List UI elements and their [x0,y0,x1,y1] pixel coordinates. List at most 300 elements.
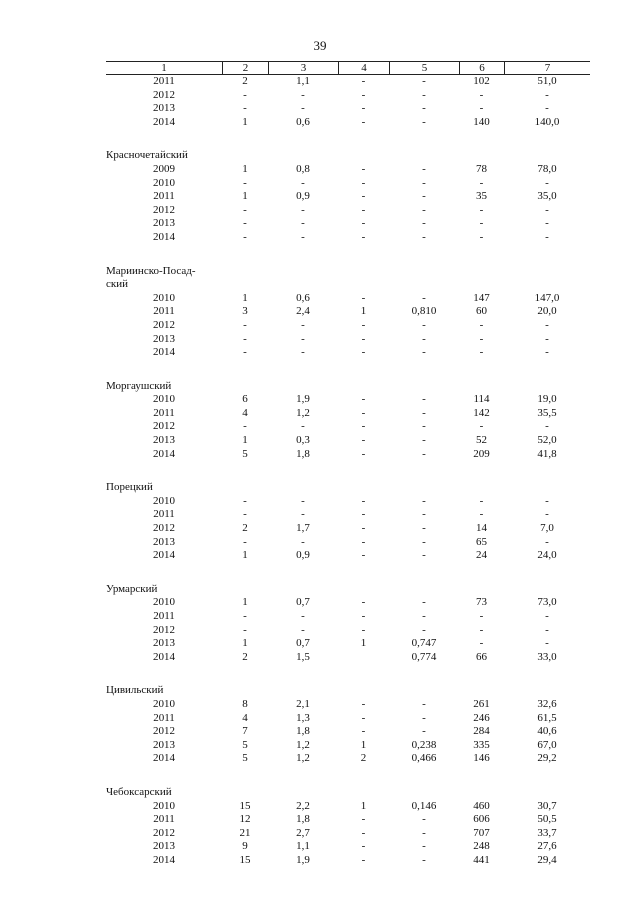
value-cell-col-5: - [422,813,426,826]
value-cell-col-3: - [301,610,305,622]
header-col-2: 2 [222,62,268,74]
value-cell-col-6: 441 [473,853,490,866]
value-cell-col-2: - [243,623,247,636]
value-cell-col-5: - [422,88,426,101]
year-cell: 2014 [153,752,175,765]
value-cell-col-3: 0,6 [296,115,310,128]
region-name: Цивильский [106,684,164,697]
value-cell-col-2: 4 [242,711,248,724]
year-cell: 2014 [153,447,175,460]
value-cell-col-5: - [422,115,426,128]
value-cell-col-3: 1,5 [296,650,310,663]
value-cell-col-2: 15 [239,853,251,866]
value-cell-col-5: - [422,434,426,447]
value-cell-col-5: - [422,447,426,460]
value-cell-col-4 [338,651,389,665]
table-row [106,739,590,753]
value-cell-col-2: - [243,230,247,243]
value-cell-col-3: - [301,203,305,216]
year-cell: 2011 [153,711,175,724]
table-row [106,725,590,739]
value-cell-col-5: 0,146 [411,799,437,812]
value-cell-col-3: 1,2 [296,752,310,765]
year-cell: 2013 [153,535,175,548]
value-cell-col-3: 0,7 [296,637,310,650]
value-cell-col-7: 50,5 [537,813,557,826]
value-cell-col-7: - [545,332,549,345]
value-cell-col-2: 1 [242,115,248,128]
value-cell-col-5: - [422,522,426,535]
value-cell-col-6: - [479,420,484,433]
value-cell-col-3: 1,2 [296,406,310,419]
value-cell-col-6: - [479,176,484,189]
value-cell-col-3: - [301,318,305,331]
value-cell-col-4: - [361,406,366,419]
value-cell-col-7: 61,5 [537,711,557,724]
year-cell: 2012 [153,203,175,216]
year-cell: 2013 [153,102,175,115]
value-cell-col-6: - [479,318,484,331]
value-cell-col-6: - [479,637,484,650]
value-cell-col-5: - [422,217,426,230]
value-cell-col-3: - [301,217,305,230]
year-cell: 2014 [153,230,175,243]
value-cell-col-7: - [545,535,549,548]
value-cell-col-2: 2 [242,650,248,663]
value-cell-col-3: 0,9 [296,190,310,203]
value-cell-col-2: 1 [242,596,248,609]
value-cell-col-2: - [243,88,247,101]
value-cell-col-6: - [479,623,484,636]
value-cell-col-6: 707 [473,826,490,839]
year-cell: 2013 [153,434,175,447]
value-cell-col-6: 24 [476,549,487,562]
year-cell: 2014 [153,650,175,663]
value-cell-col-7: - [545,318,549,331]
value-cell-col-7: 24,0 [537,549,557,562]
value-cell-col-5: - [422,508,426,521]
year-cell: 2014 [153,346,175,359]
value-cell-col-4: - [361,826,366,839]
value-cell-col-7: - [545,203,549,216]
table-row [106,407,590,421]
value-cell-col-3: 2,1 [296,697,310,710]
year-cell: 2011 [153,305,175,318]
value-cell-col-4: - [361,840,366,853]
value-cell-col-3: - [301,88,305,101]
value-cell-col-4: - [361,494,366,507]
value-cell-col-7: 35,0 [537,190,557,203]
value-cell-col-4: - [361,853,366,866]
value-cell-col-6: 60 [476,305,487,318]
value-cell-col-7: 30,7 [537,799,557,812]
value-cell-col-5: 0,774 [411,650,437,663]
value-cell-col-7: - [545,230,549,243]
value-cell-col-5: - [422,549,426,562]
value-cell-col-5: - [422,162,426,175]
value-cell-col-2: 1 [242,637,248,650]
year-cell: 2013 [153,332,175,345]
value-cell-col-5: - [422,711,426,724]
value-cell-col-5: - [422,190,426,203]
year-cell: 2014 [153,853,175,866]
value-cell-col-5: - [422,406,426,419]
table-row [106,346,590,360]
value-cell-col-2: - [243,494,247,507]
value-cell-col-2: - [243,420,247,433]
value-cell-col-6: 284 [473,725,490,738]
value-cell-col-7: 147,0 [534,291,560,304]
table-row [106,448,590,462]
value-cell-col-6: 66 [476,650,487,663]
value-cell-col-3: - [301,346,305,359]
table-row [106,610,590,624]
value-cell-col-4: - [361,115,366,128]
value-cell-col-6: - [479,88,484,101]
value-cell-col-6: - [479,494,484,507]
value-cell-col-7: 78,0 [537,162,557,175]
value-cell-col-2: - [243,176,247,189]
value-cell-col-6: 78 [476,162,487,175]
table-row [106,190,590,204]
value-cell-col-6: 35 [476,190,487,203]
value-cell-col-5: 0,810 [411,305,437,318]
table-row [106,840,590,854]
value-cell-col-2: - [243,610,247,622]
value-cell-col-5: - [422,853,426,866]
value-cell-col-3: - [301,102,305,115]
value-cell-col-5: - [422,291,426,304]
value-cell-col-3: - [301,494,305,507]
table-row [106,752,590,766]
value-cell-col-2: 9 [242,840,248,853]
value-cell-col-3: - [301,420,305,433]
table-header [106,61,590,75]
value-cell-col-7: 33,7 [537,826,557,839]
value-cell-col-4: - [361,535,366,548]
value-cell-col-5: - [422,203,426,216]
region-name: ский [106,278,128,291]
value-cell-col-4: - [361,623,366,636]
table-row [106,698,590,712]
value-cell-col-5: - [422,75,426,87]
year-cell: 2011 [153,610,175,622]
value-cell-col-3: 2,4 [296,305,310,318]
value-cell-col-4: - [361,711,366,724]
value-cell-col-6: 65 [476,535,487,548]
value-cell-col-4: 1 [360,305,367,318]
year-cell: 2012 [153,623,175,636]
year-cell: 2011 [153,813,175,826]
table-row [106,522,590,536]
value-cell-col-4: - [361,75,366,87]
value-cell-col-7: 52,0 [537,434,557,447]
table-row [106,305,590,319]
table-row [106,596,590,610]
table-row [106,536,590,550]
table-row [106,231,590,245]
value-cell-col-7: 73,0 [537,596,557,609]
header-col-3: 3 [268,62,338,74]
year-cell: 2012 [153,522,175,535]
value-cell-col-3: 0,9 [296,549,310,562]
value-cell-col-2: 1 [242,162,248,175]
value-cell-col-2: 4 [242,406,248,419]
year-cell: 2011 [153,406,175,419]
value-cell-col-4: - [361,332,366,345]
value-cell-col-3: 0,7 [296,596,310,609]
value-cell-col-2: - [243,318,247,331]
value-cell-col-7: 35,5 [537,406,557,419]
value-cell-col-3: - [301,176,305,189]
value-cell-col-6: 102 [473,75,490,87]
value-cell-col-7: 41,8 [537,447,557,460]
value-cell-col-7: - [545,623,549,636]
value-cell-col-7: 29,4 [537,853,557,866]
value-cell-col-4: - [361,291,366,304]
value-cell-col-6: - [479,217,484,230]
table-row [106,854,590,868]
region-name: Урмарский [106,582,158,595]
value-cell-col-7: 27,6 [537,840,557,853]
value-cell-col-4: - [361,230,366,243]
value-cell-col-7: 67,0 [537,738,557,751]
value-cell-col-5: - [422,596,426,609]
value-cell-col-6: 52 [476,434,487,447]
year-cell: 2010 [153,291,175,304]
table-row [106,637,590,651]
page-number: 39 [313,38,327,53]
table-row [106,800,590,814]
year-cell: 2011 [153,190,175,203]
value-cell-col-4: - [361,697,366,710]
table-row [106,624,590,638]
value-cell-col-4: - [361,346,366,359]
year-cell: 2010 [153,596,175,609]
value-cell-col-5: - [422,840,426,853]
value-cell-col-7: - [545,610,549,622]
year-cell: 2012 [153,725,175,738]
value-cell-col-4: - [361,596,366,609]
value-cell-col-4: - [361,508,366,521]
year-cell: 2011 [153,75,175,87]
value-cell-col-7: - [545,102,549,115]
value-cell-col-4: - [361,190,366,203]
value-cell-col-2: - [243,203,247,216]
value-cell-col-6: 140 [473,115,490,128]
year-cell: 2014 [153,549,175,562]
year-cell: 2013 [153,217,175,230]
value-cell-col-7: 40,6 [537,725,557,738]
value-cell-col-7: 32,6 [537,697,557,710]
value-cell-col-4: - [361,434,366,447]
value-cell-col-6: 246 [473,711,490,724]
value-cell-col-7: 51,0 [537,75,557,87]
value-cell-col-2: 1 [242,190,248,203]
table-row [106,163,590,177]
value-cell-col-2: - [243,508,247,521]
year-cell: 2010 [153,176,175,189]
value-cell-col-2: 1 [242,291,248,304]
value-cell-col-7: 29,2 [537,752,557,765]
value-cell-col-3: 1,8 [296,447,310,460]
value-cell-col-3: 2,2 [296,799,310,812]
value-cell-col-6: 14 [476,522,487,535]
value-cell-col-7: - [545,508,549,521]
value-cell-col-5: 0,238 [411,738,437,751]
table-row [106,177,590,191]
value-cell-col-3: 1,7 [296,522,310,535]
value-cell-col-4: - [361,447,366,460]
value-cell-col-5: - [422,535,426,548]
table-row [106,333,590,347]
header-col-1: 1 [161,62,167,74]
year-cell: 2012 [153,420,175,433]
value-cell-col-3: 2,7 [296,826,310,839]
value-cell-col-7: 140,0 [534,115,560,128]
table-row [106,102,590,116]
value-cell-col-7: 33,0 [537,650,557,663]
value-cell-col-5: - [422,494,426,507]
table-row [106,712,590,726]
table-row [106,813,590,827]
table-row [106,292,590,306]
value-cell-col-3: 1,2 [296,738,310,751]
value-cell-col-2: - [243,217,247,230]
year-cell: 2012 [153,826,175,839]
value-cell-col-6: 261 [473,697,490,710]
year-cell: 2009 [153,162,175,175]
year-cell: 2010 [153,494,175,507]
value-cell-col-4: - [361,203,366,216]
value-cell-col-2: 21 [239,826,251,839]
value-cell-col-2: 8 [242,697,248,710]
value-cell-col-2: - [243,346,247,359]
value-cell-col-4: 1 [360,637,367,650]
year-cell: 2010 [153,393,175,406]
value-cell-col-3: 0,3 [296,434,310,447]
value-cell-col-5: - [422,725,426,738]
value-cell-col-2: 5 [242,447,248,460]
value-cell-col-5: - [422,623,426,636]
year-cell: 2011 [153,508,175,521]
value-cell-col-5: - [422,318,426,331]
statistics-table [106,61,590,868]
value-cell-col-4: - [361,217,366,230]
value-cell-col-2: 2 [242,75,248,87]
value-cell-col-5: 0,466 [411,752,437,765]
value-cell-col-3: 1,9 [296,393,310,406]
value-cell-col-6: 146 [473,752,490,765]
header-col-4: 4 [338,62,389,74]
value-cell-col-6: - [479,203,484,216]
region-name: Чебоксарский [106,785,172,798]
table-row [106,204,590,218]
value-cell-col-6: 114 [473,393,490,406]
value-cell-col-2: 3 [242,305,248,318]
year-cell: 2013 [153,738,175,751]
value-cell-col-2: 6 [242,393,248,406]
value-cell-col-3: 0,8 [296,162,310,175]
value-cell-col-2: 12 [239,813,251,826]
value-cell-col-7: - [545,176,549,189]
value-cell-col-6: - [479,332,484,345]
table-row [106,495,590,509]
value-cell-col-6: - [479,610,484,622]
value-cell-col-2: 7 [242,725,248,738]
value-cell-col-5: - [422,420,426,433]
value-cell-col-3: 1,9 [296,853,310,866]
region-name: Мариинско-Посад- [106,264,196,277]
value-cell-col-6: - [479,102,484,115]
value-cell-col-3: - [301,332,305,345]
value-cell-col-4: - [361,162,366,175]
value-cell-col-5: - [422,346,426,359]
table-row [106,549,590,563]
value-cell-col-3: 0,6 [296,291,310,304]
value-cell-col-2: 2 [242,522,248,535]
value-cell-col-7: 7,0 [540,522,554,535]
value-cell-col-2: - [243,332,247,345]
value-cell-col-4: - [361,393,366,406]
year-cell: 2010 [153,697,175,710]
table-row [106,434,590,448]
value-cell-col-6: - [479,346,484,359]
value-cell-col-3: - [301,535,305,548]
header-col-5: 5 [389,62,459,74]
value-cell-col-2: 15 [239,799,251,812]
value-cell-col-4: 2 [360,752,367,765]
value-cell-col-4: - [361,88,366,101]
value-cell-col-6: 142 [473,406,490,419]
value-cell-col-4: 1 [360,799,367,812]
year-cell: 2013 [153,637,175,650]
header-col-6: 6 [459,62,504,74]
value-cell-col-5: - [422,230,426,243]
value-cell-col-2: 1 [242,434,248,447]
region-name: Порецкий [106,481,153,494]
value-cell-col-2: 5 [242,738,248,751]
value-cell-col-3: - [301,623,305,636]
value-cell-col-6: 209 [473,447,490,460]
value-cell-col-7: 20,0 [537,305,557,318]
table-row [106,319,590,333]
value-cell-col-5: - [422,102,426,115]
region-name: Моргаушский [106,379,172,392]
value-cell-col-4: - [361,102,366,115]
value-cell-col-7: 19,0 [537,393,557,406]
table-row [106,116,590,130]
year-cell: 2012 [153,318,175,331]
value-cell-col-4: - [361,176,366,189]
value-cell-col-6: 606 [473,813,490,826]
table-row [106,393,590,407]
value-cell-col-3: - [301,230,305,243]
value-cell-col-7: - [545,88,549,101]
value-cell-col-4: - [361,522,366,535]
value-cell-col-5: - [422,826,426,839]
value-cell-col-4: - [361,318,366,331]
value-cell-col-7: - [545,637,549,650]
year-cell: 2013 [153,840,175,853]
value-cell-col-2: - [243,102,247,115]
table-body [106,75,590,868]
value-cell-col-6: - [479,508,484,521]
value-cell-col-3: 1,1 [296,75,310,87]
value-cell-col-6: 147 [473,291,490,304]
value-cell-col-7: - [545,420,549,433]
table-row [106,89,590,103]
